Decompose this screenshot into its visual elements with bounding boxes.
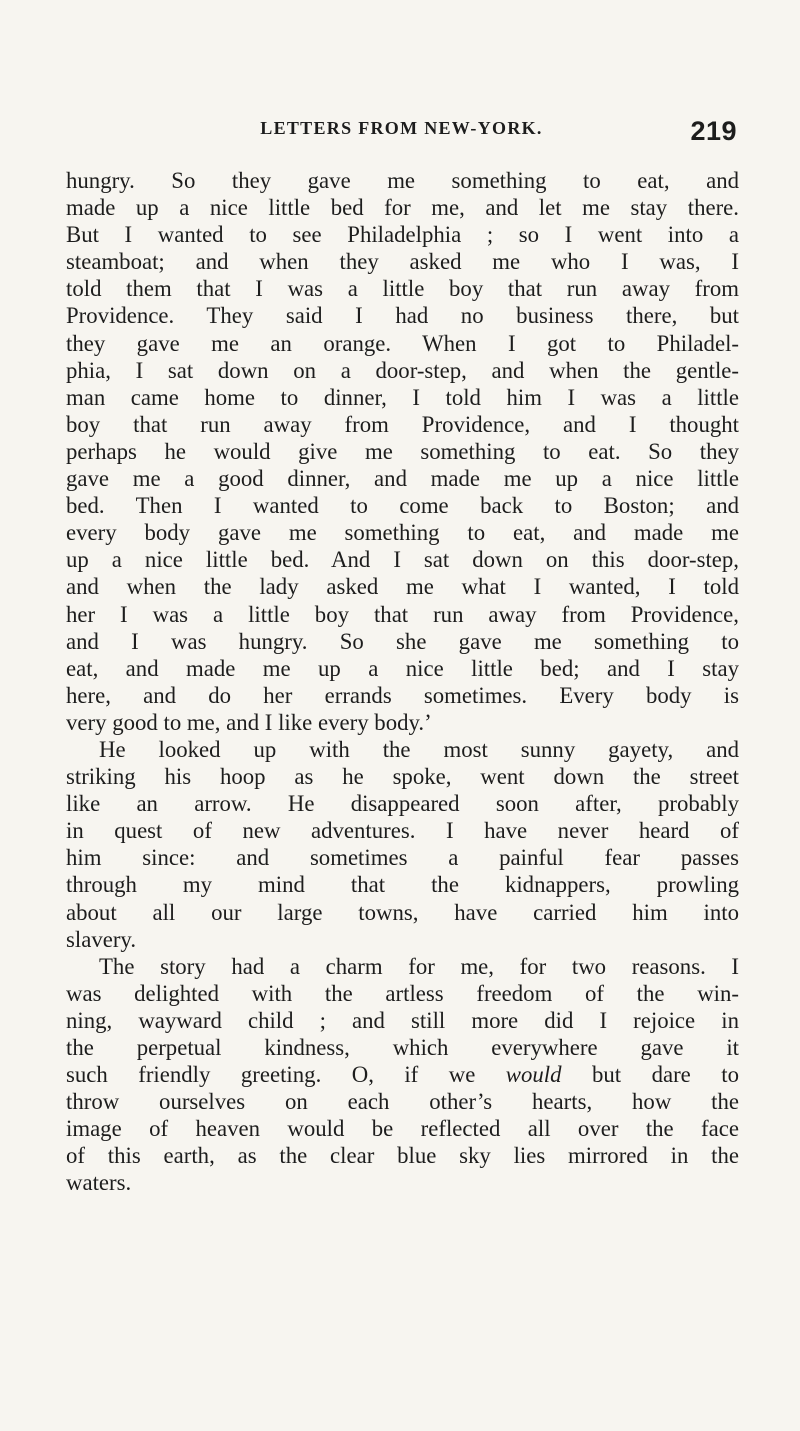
text-line: they gave me an orange. When I got to Philadel- xyxy=(66,330,739,356)
running-title: LETTERS FROM NEW-YORK. xyxy=(260,118,543,138)
text-line: made up a nice little bed for me, and let me stay there. xyxy=(66,195,739,221)
text-line: Providence. They said I had no business there, but xyxy=(66,303,739,329)
text-line: perhaps he would give me something to eat. So they xyxy=(66,438,739,464)
text-line: steamboat; and when they asked me who I was, I xyxy=(66,249,739,275)
text-line: in quest of new adventures. I have never heard of xyxy=(66,818,739,844)
italic-word: would xyxy=(505,1062,562,1088)
body-text xyxy=(66,167,739,1197)
text-line: gave me a good dinner, and made me up a nice little xyxy=(66,466,739,492)
text-line: eat, and made me up a nice little bed; and I stay xyxy=(66,655,739,681)
text-line: was delighted with the artless freedom of the win- xyxy=(66,980,739,1006)
text-line: phia, I sat down on a door-step, and when the gentle- xyxy=(66,357,739,383)
text-line: ning, wayward child ; and still more did I rejoice in xyxy=(66,1007,739,1033)
text-line: such friendly greeting. O, if we would but dare to xyxy=(66,1062,739,1088)
text-line: and when the lady asked me what I wanted, I told xyxy=(66,574,739,600)
text-line: waters. xyxy=(66,1170,132,1196)
text-line: boy that run away from Providence, and I thought xyxy=(66,411,739,437)
text-line: slavery. xyxy=(66,926,137,952)
text-line: the perpetual kindness, which everywhere gave it xyxy=(66,1035,739,1060)
text-line: hungry. So they gave me something to eat, and xyxy=(66,168,739,193)
text-line: But I wanted to see Philadelphia ; so I went into a xyxy=(66,222,739,248)
text-line: up a nice little bed. And I sat down on this door-step, xyxy=(66,547,739,573)
text-line: him since: and sometimes a painful fear passes xyxy=(66,845,739,871)
text-line: here, and do her errands sometimes. Every body is xyxy=(66,682,739,708)
text-line: bed. Then I wanted to come back to Boston; and xyxy=(66,493,739,519)
text-line: image of heaven would be reflected all over the face xyxy=(66,1116,739,1142)
text-line: throw ourselves on each other’s hearts, how the xyxy=(66,1089,739,1115)
page-number: 219 xyxy=(690,116,737,146)
text-line: The story had a charm for me, for two reasons. I xyxy=(99,953,739,979)
text-line: of this earth, as the clear blue sky lies mirrored in the xyxy=(66,1143,739,1169)
text-line: striking his hoop as he spoke, went down the street xyxy=(66,764,739,790)
text-line: every body gave me something to eat, and made me xyxy=(66,520,739,546)
text-line: told them that I was a little boy that run away from xyxy=(66,276,739,302)
text-line: and I was hungry. So she gave me something to xyxy=(66,628,739,654)
text-line: her I was a little boy that run away from Providence, xyxy=(66,601,739,627)
text-line: through my mind that the kidnappers, prowling xyxy=(66,872,739,898)
text-line: about all our large towns, have carried him into xyxy=(66,899,739,925)
text-line: like an arrow. He disappeared soon after, probably xyxy=(66,791,739,817)
text-line: very good to me, and I like every body.’ xyxy=(66,709,432,735)
running-head xyxy=(66,116,737,148)
text-line: man came home to dinner, I told him I was a little xyxy=(66,384,739,410)
text-line: He looked up with the most sunny gayety, and xyxy=(99,736,739,762)
